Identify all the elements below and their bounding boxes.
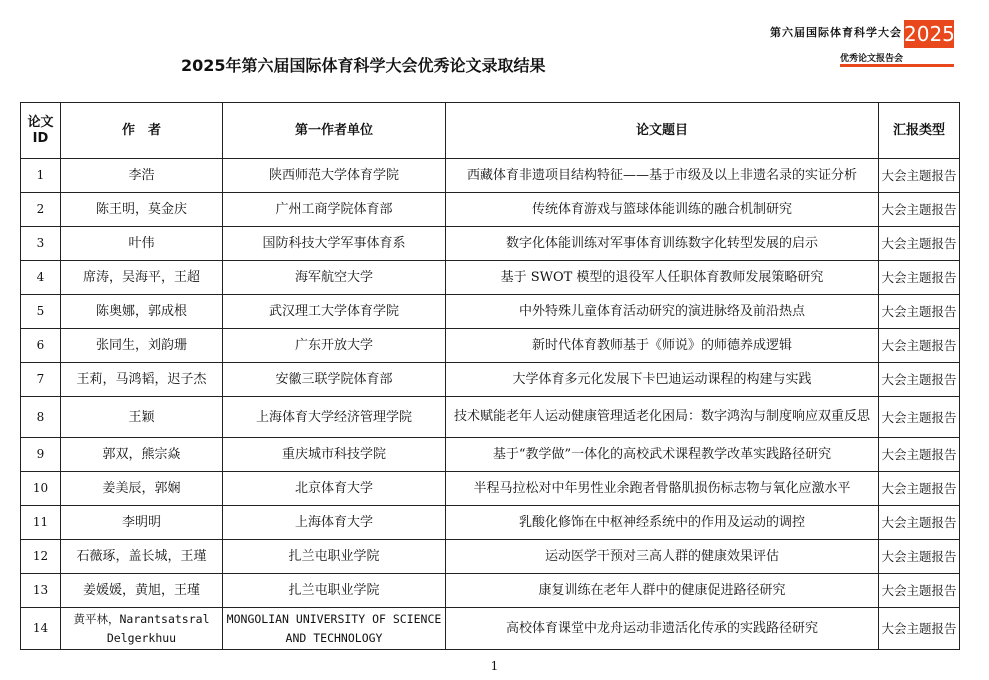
cell-id: 6 <box>21 329 61 363</box>
cell-authors: 王颖 <box>61 397 223 438</box>
cell-paper-title: 基于 SWOT 模型的退役军人任职体育教师发展策略研究 <box>446 261 879 295</box>
cell-affiliation: 上海体育大学经济管理学院 <box>223 397 446 438</box>
cell-report-type: 大会主题报告 <box>879 363 960 397</box>
cell-id: 12 <box>21 540 61 574</box>
cell-authors: 石薇琢，盖长城，王瑾 <box>61 540 223 574</box>
cell-id: 1 <box>21 159 61 193</box>
cell-paper-title: 传统体育游戏与篮球体能训练的融合机制研究 <box>446 193 879 227</box>
cell-report-type: 大会主题报告 <box>879 608 960 650</box>
logo-subtitle: 优秀论文报告会 <box>840 54 904 64</box>
header-affiliation: 第一作者单位 <box>223 103 446 159</box>
cell-authors: 陈王明，莫金庆 <box>61 193 223 227</box>
cell-id: 14 <box>21 608 61 650</box>
table-row <box>21 540 960 574</box>
cell-authors: 李明明 <box>61 506 223 540</box>
cell-report-type: 大会主题报告 <box>879 574 960 608</box>
cell-id: 7 <box>21 363 61 397</box>
cell-affiliation: 武汉理工大学体育学院 <box>223 295 446 329</box>
cell-affiliation: 广州工商学院体育部 <box>223 193 446 227</box>
table-header-row <box>21 103 960 159</box>
cell-id: 3 <box>21 227 61 261</box>
table-row <box>21 574 960 608</box>
table-row <box>21 193 960 227</box>
cell-report-type: 大会主题报告 <box>879 227 960 261</box>
cell-affiliation: 安徽三联学院体育部 <box>223 363 446 397</box>
table-row <box>21 363 960 397</box>
cell-id: 10 <box>21 472 61 506</box>
cell-affiliation: 北京体育大学 <box>223 472 446 506</box>
cell-authors: 姜媛媛，黄旭，王瑾 <box>61 574 223 608</box>
cell-report-type: 大会主题报告 <box>879 540 960 574</box>
table-row <box>21 295 960 329</box>
results-table <box>20 102 960 650</box>
table-row <box>21 608 960 650</box>
cell-id: 4 <box>21 261 61 295</box>
cell-authors: 张同生，刘韵珊 <box>61 329 223 363</box>
cell-authors: 姜美辰，郭娴 <box>61 472 223 506</box>
cell-authors: 黄平林，Narantsatsral Delgerkhuu <box>61 608 223 650</box>
cell-authors: 陈奥娜，郭成根 <box>61 295 223 329</box>
cell-authors: 席涛，吴海平，王超 <box>61 261 223 295</box>
table-row <box>21 472 960 506</box>
cell-paper-title: 高校体育课堂中龙舟运动非遗活化传承的实践路径研究 <box>446 608 879 650</box>
cell-affiliation: 陕西师范大学体育学院 <box>223 159 446 193</box>
cell-report-type: 大会主题报告 <box>879 329 960 363</box>
cell-report-type: 大会主题报告 <box>879 506 960 540</box>
cell-paper-title: 技术赋能老年人运动健康管理适老化困局：数字鸿沟与制度响应双重反思 <box>446 397 879 438</box>
cell-report-type: 大会主题报告 <box>879 159 960 193</box>
cell-affiliation: 广东开放大学 <box>223 329 446 363</box>
cell-paper-title: 基于“教学做”一体化的高校武术课程教学改革实践路径研究 <box>446 438 879 472</box>
cell-paper-title: 运动医学干预对三高人群的健康效果评估 <box>446 540 879 574</box>
cell-paper-title: 大学体育多元化发展下卡巴迪运动课程的构建与实践 <box>446 363 879 397</box>
cell-report-type: 大会主题报告 <box>879 438 960 472</box>
cell-report-type: 大会主题报告 <box>879 261 960 295</box>
cell-report-type: 大会主题报告 <box>879 397 960 438</box>
cell-paper-title: 康复训练在老年人群中的健康促进路径研究 <box>446 574 879 608</box>
cell-id: 9 <box>21 438 61 472</box>
cell-affiliation: 上海体育大学 <box>223 506 446 540</box>
table-row <box>21 159 960 193</box>
header-authors: 作 者 <box>61 103 223 159</box>
cell-report-type: 大会主题报告 <box>879 472 960 506</box>
cell-affiliation: 海军航空大学 <box>223 261 446 295</box>
cell-authors: 郭双，熊宗焱 <box>61 438 223 472</box>
cell-id: 11 <box>21 506 61 540</box>
cell-affiliation: 国防科技大学军事体育系 <box>223 227 446 261</box>
cell-report-type: 大会主题报告 <box>879 295 960 329</box>
cell-report-type: 大会主题报告 <box>879 193 960 227</box>
table-row <box>21 397 960 438</box>
table-row <box>21 438 960 472</box>
cell-paper-title: 新时代体育教师基于《师说》的师德养成逻辑 <box>446 329 879 363</box>
header-report-type: 汇报类型 <box>879 103 960 159</box>
logo-underline <box>840 64 954 67</box>
cell-affiliation: 重庆城市科技学院 <box>223 438 446 472</box>
cell-authors: 李浩 <box>61 159 223 193</box>
cell-authors: 王莉，马鸿韬，迟子杰 <box>61 363 223 397</box>
cell-affiliation: 扎兰屯职业学院 <box>223 540 446 574</box>
page-number: 1 <box>490 659 499 673</box>
table-row <box>21 506 960 540</box>
conference-logo <box>770 20 954 68</box>
cell-id: 5 <box>21 295 61 329</box>
cell-id: 13 <box>21 574 61 608</box>
cell-id: 8 <box>21 397 61 438</box>
document-title: 2025年第六届国际体育科学大会优秀论文录取结果 <box>181 56 546 75</box>
cell-id: 2 <box>21 193 61 227</box>
cell-paper-title: 中外特殊儿童体育活动研究的演进脉络及前沿热点 <box>446 295 879 329</box>
table-row <box>21 261 960 295</box>
cell-paper-title: 乳酸化修饰在中枢神经系统中的作用及运动的调控 <box>446 506 879 540</box>
logo-year-badge: 2025 <box>904 22 955 46</box>
cell-paper-title: 半程马拉松对中年男性业余跑者骨骼肌损伤标志物与氧化应激水平 <box>446 472 879 506</box>
table-row <box>21 227 960 261</box>
cell-affiliation: MONGOLIAN UNIVERSITY OF SCIENCE AND TECHNOLOGY <box>223 608 446 650</box>
header-id: 论文 ID <box>21 103 61 159</box>
cell-paper-title: 西藏体育非遗项目结构特征——基于市级及以上非遗名录的实证分析 <box>446 159 879 193</box>
cell-affiliation: 扎兰屯职业学院 <box>223 574 446 608</box>
cell-authors: 叶伟 <box>61 227 223 261</box>
header-paper-title: 论文题目 <box>446 103 879 159</box>
logo-conference-name: 第六届国际体育科学大会 <box>770 26 902 39</box>
cell-paper-title: 数字化体能训练对军事体育训练数字化转型发展的启示 <box>446 227 879 261</box>
table-row <box>21 329 960 363</box>
